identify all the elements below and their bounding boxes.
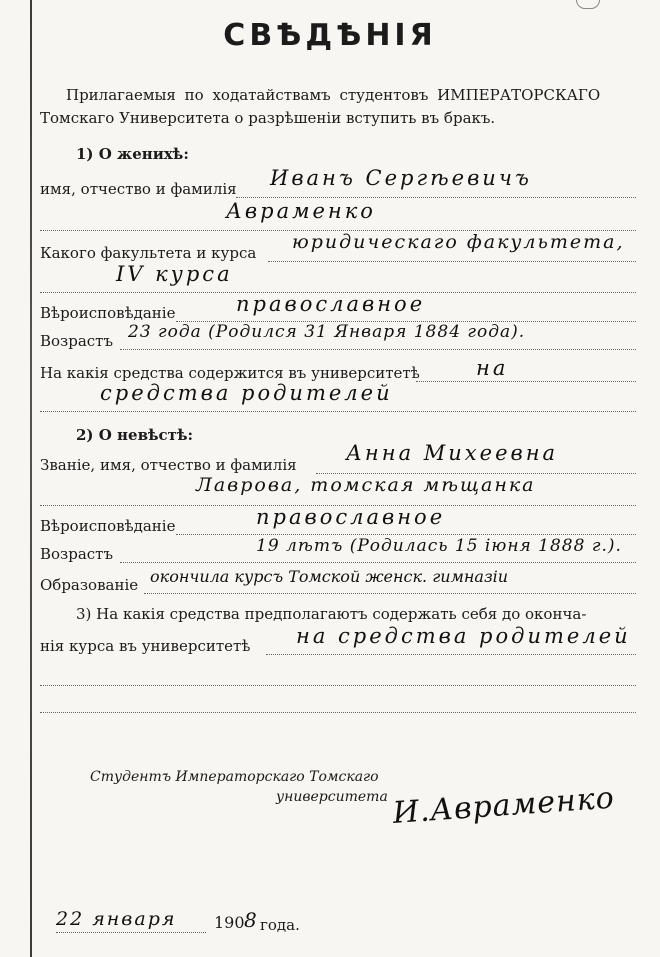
groom-means-value-1: на (476, 356, 509, 380)
groom-means-value-2: средства родителей (100, 381, 393, 405)
corner-pencil-mark (576, 0, 600, 9)
dotted-line (266, 654, 636, 655)
intro-line-2: Томскаго Университета о разрѣшеніи вступить въ бракъ. (40, 109, 496, 127)
dotted-line (40, 411, 636, 412)
groom-faculty-value-2: IV курса (116, 262, 233, 286)
document-title: СВѢДѢНІЯ (223, 18, 437, 53)
signature-caption-line-1: Студентъ Императорскаго Томскаго (90, 769, 379, 785)
groom-faculty-label: Какого факультета и курса (40, 244, 257, 262)
dotted-line (40, 712, 636, 713)
dotted-line (176, 534, 636, 535)
support-question-line-2: нія курса въ университетѣ (40, 637, 251, 655)
student-signature: И.Авраменко (391, 780, 616, 831)
bride-religion-value: православное (256, 505, 446, 529)
groom-heading: 1) О женихѣ: (76, 145, 189, 163)
groom-name-value-1: Иванъ Сергѣевичъ (270, 166, 532, 190)
dotted-line (40, 685, 636, 686)
bride-religion-label: Вѣроисповѣданіе (40, 517, 176, 535)
groom-age-label: Возрастъ (40, 332, 114, 350)
groom-faculty-value-1: юридическаго факультета, (292, 231, 625, 253)
date-year-suffix: 8 (244, 908, 257, 932)
support-value: на средства родителей (296, 624, 631, 648)
dotted-line (144, 593, 636, 594)
intro-line-1: Прилагаемыя по ходатайствамъ студентовъ ИМПЕРАТОРСКАГО (66, 86, 601, 104)
groom-means-label: На какія средства содержится въ университетѣ (40, 364, 420, 382)
dotted-line (120, 349, 636, 350)
dotted-line (268, 261, 636, 262)
bride-education-value: окончила курсъ Томской женск. гимназіи (150, 567, 509, 586)
bride-name-label: Званіе, имя, отчество и фамилія (40, 456, 297, 474)
groom-religion-label: Вѣроисповѣданіе (40, 304, 176, 322)
bride-heading: 2) О невѣстѣ: (76, 426, 194, 444)
support-question-line-1: 3) На какія средства предполагаютъ содержать себя до оконча- (76, 605, 587, 623)
date-year-word: года. (260, 916, 300, 934)
dotted-line (416, 381, 636, 382)
dotted-line (56, 932, 206, 933)
bride-name-value-2: Лаврова, томская мѣщанка (196, 474, 536, 496)
groom-name-label: имя, отчество и фамилія (40, 180, 237, 198)
margin-line (30, 0, 32, 957)
groom-name-value-2: Авраменко (226, 199, 376, 223)
bride-education-label: Образованіе (40, 576, 139, 594)
date-year-prefix: 190 (214, 913, 245, 932)
bride-age-value: 19 лѣтъ (Родилась 15 іюня 1888 г.). (256, 536, 622, 556)
dotted-line (236, 197, 636, 198)
bride-age-label: Возрастъ (40, 545, 114, 563)
signature-caption-line-2: университета (276, 789, 388, 805)
dotted-line (120, 562, 636, 563)
bride-name-value-1: Анна Михеевна (346, 441, 559, 465)
groom-religion-value: православное (236, 292, 426, 316)
date-day-month: 22 января (56, 908, 177, 930)
groom-age-value: 23 года (Родился 31 Января 1884 года). (128, 322, 526, 342)
